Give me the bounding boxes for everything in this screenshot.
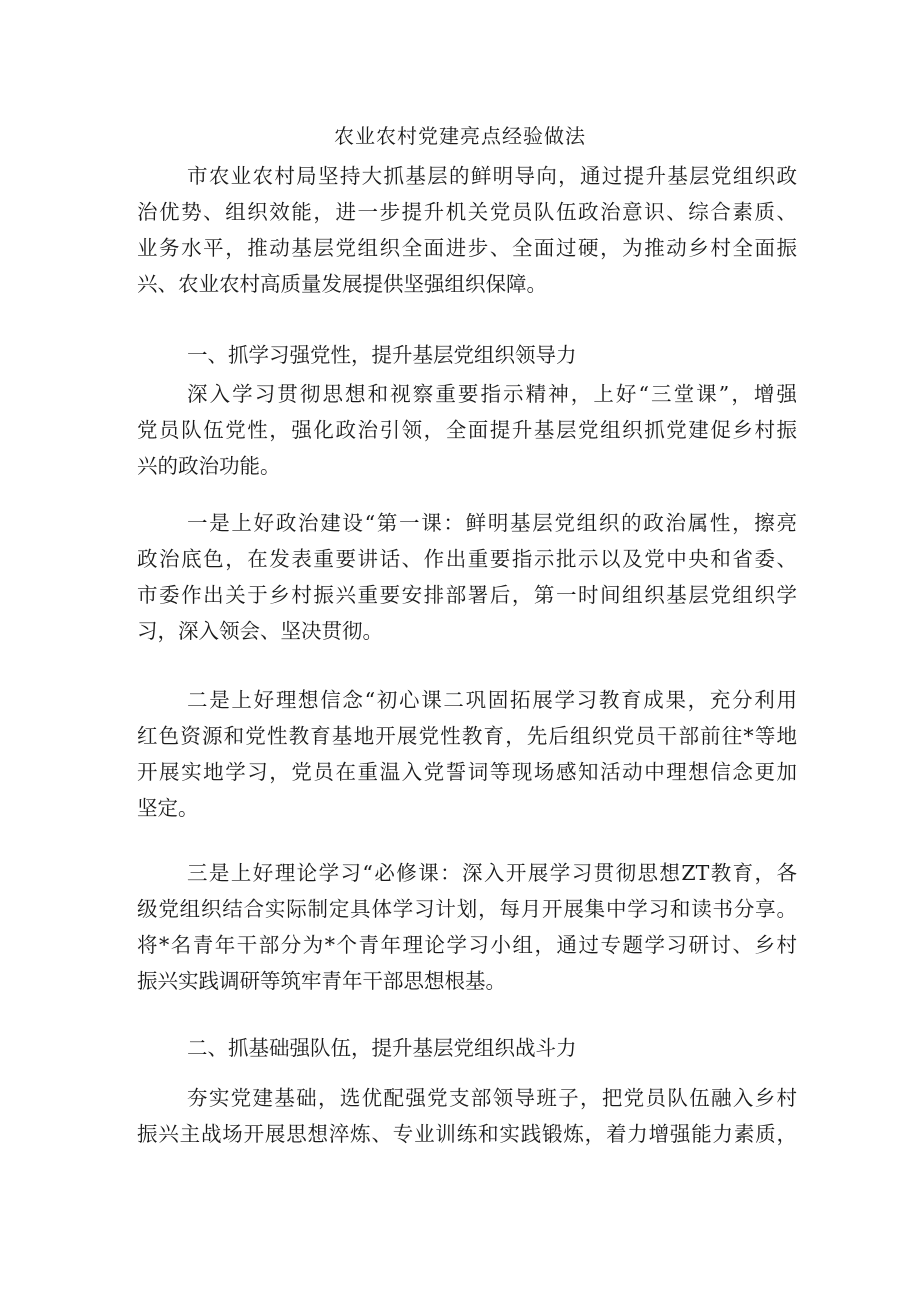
- paragraph-theory-lesson: [137, 855, 797, 999]
- text-line: 将*名青年干部分为*个青年理论学习小组，通过专题学习研讨、乡村: [137, 933, 797, 957]
- heading-text: 二、抓基础强队伍，提升基层党组织战斗力: [187, 1036, 577, 1060]
- text-line: 三是上好理论学习“必修课：深入开展学习贯彻思想ZT教育，各: [187, 861, 797, 885]
- heading-text: 一、抓学习强党性，提升基层党组织领导力: [187, 343, 577, 367]
- text-line: 治优势、组织效能，进一步提升机关党员队伍政治意识、综合素质、: [137, 200, 797, 224]
- text-line: 级党组织结合实际制定具体学习计划，每月开展集中学习和读书分享。: [137, 897, 797, 921]
- text-line: 业务水平，推动基层党组织全面进步、全面过硬，为推动乡村全面振: [137, 236, 797, 260]
- text-line: 夯实党建基础，选优配强党支部领导班子，把党员队伍融入乡村: [187, 1086, 797, 1110]
- text-line: 市委作出关于乡村振兴重要安排部署后，第一时间组织基层党组织学: [137, 583, 797, 607]
- text-line: 振兴主战场开展思想淬炼、专业训练和实践锻炼，着力增强能力素质，: [137, 1122, 797, 1146]
- text-line: 深入学习贯彻思想和视察重要指示精神，上好“三堂课”，增强: [187, 382, 797, 406]
- text-line: 红色资源和党性教育基地开展党性教育，先后组织党员干部前往*等地: [137, 724, 797, 748]
- text-line: 振兴实践调研等筑牢青年干部思想根基。: [137, 969, 506, 993]
- text-line: 党员队伍党性，强化政治引领，全面提升基层党组织抓党建促乡村振: [137, 418, 797, 442]
- paragraph-intro: [137, 158, 797, 302]
- paragraph-ideal-lesson: [137, 682, 797, 826]
- text-line: 市农业农村局坚持大抓基层的鲜明导向，通过提升基层党组织政: [187, 164, 797, 188]
- section-heading-2: [137, 1030, 797, 1066]
- text-line: 习，深入领会、坚决贯彻。: [137, 619, 383, 643]
- text-line: 二是上好理想信念“初心课二巩固拓展学习教育成果，充分利用: [187, 688, 797, 712]
- document-title: 农业农村党建亮点经验做法: [334, 124, 586, 148]
- text-line: 兴、农业农村高质量发展提供坚强组织保障。: [137, 272, 547, 296]
- text-line: 兴的政治功能。: [137, 454, 281, 478]
- text-line: 开展实地学习，党员在重温入党誓词等现场感知活动中理想信念更加: [137, 760, 797, 784]
- text-line: 坚定。: [137, 796, 199, 820]
- section-heading-1: [137, 337, 797, 373]
- paragraph-study: [137, 376, 797, 484]
- text-line: 政治底色，在发表重要讲话、作出重要指示批示以及党中央和省委、: [137, 547, 797, 571]
- paragraph-foundation: [137, 1080, 797, 1152]
- text-line: 一是上好政治建设“第一课：鲜明基层党组织的政治属性，擦亮: [187, 511, 797, 535]
- paragraph-political-lesson: [137, 505, 797, 649]
